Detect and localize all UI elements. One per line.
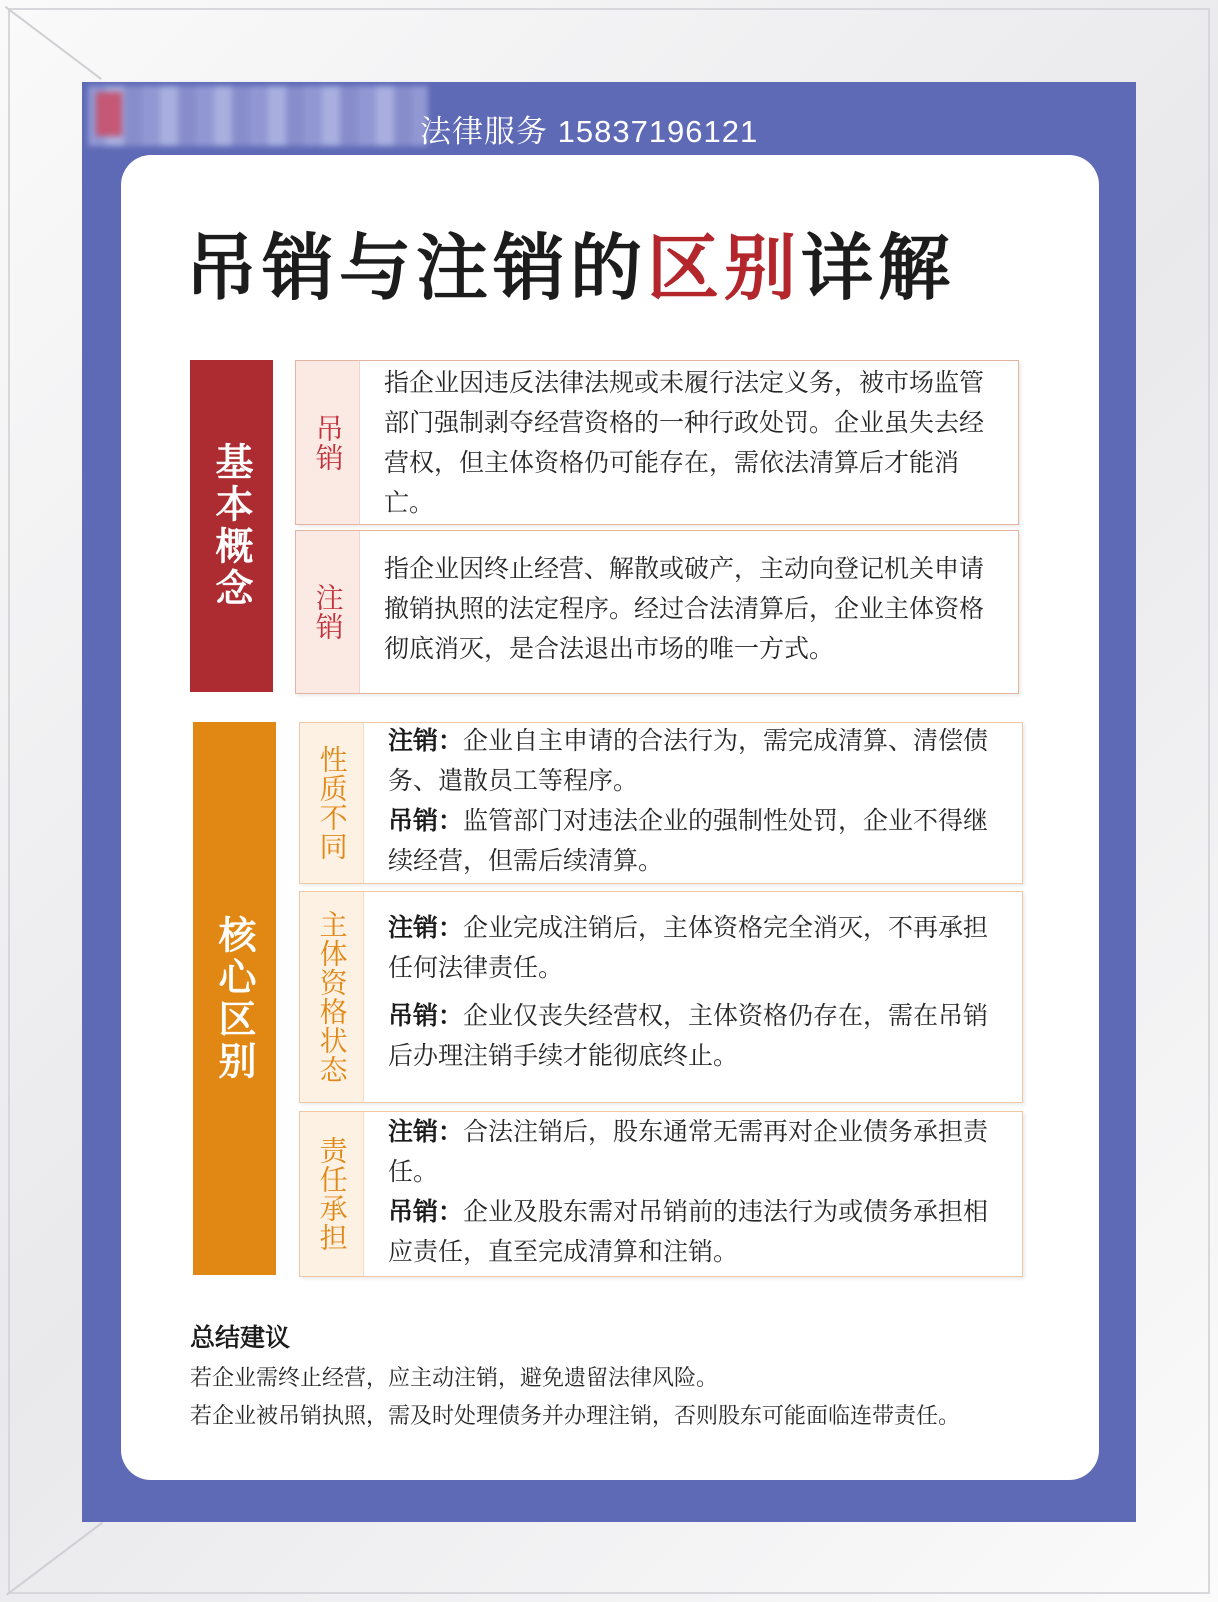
cancel-text: 合法注销后，股东通常无需再对企业债务承担责任。 bbox=[388, 1117, 989, 1186]
row-text: 指企业因终止经营、解散或破产，主动向登记机关申请撤销执照的法定程序。经过合法清算后，企业主体资格彻底消灭，是合法退出市场的唯一方式。 bbox=[384, 554, 985, 663]
page-title bbox=[185, 210, 1085, 314]
row-label: 责任承担 bbox=[315, 1136, 349, 1252]
concept-row-cancel bbox=[295, 530, 1019, 694]
row-label: 性质不同 bbox=[315, 745, 349, 861]
row-text bbox=[388, 1112, 1004, 1272]
row-text: 指企业因违反法律法规或未履行法定义务，被市场监管部门强制剥夺经营资格的一种行政处罚。企业虽失去经营权，但主体资格仍可能存在，需依法清算后才能消亡。 bbox=[384, 368, 985, 517]
revoke-key: 吊销： bbox=[388, 806, 464, 835]
section-label-concept: 基本概念 bbox=[190, 360, 273, 692]
row-label: 吊销 bbox=[311, 413, 345, 472]
row-label-box bbox=[296, 531, 360, 693]
row-label: 主体资格状态 bbox=[315, 910, 349, 1084]
row-label-box bbox=[300, 723, 364, 883]
revoke-text: 监管部门对违法企业的强制性处罚，企业不得继续经营，但需后续清算。 bbox=[388, 806, 989, 875]
blurred-logo bbox=[88, 86, 428, 146]
row-label-box bbox=[300, 892, 364, 1102]
concept-row-revoke bbox=[295, 360, 1019, 525]
summary-line: 若企业需终止经营，应主动注销，避免遗留法律风险。 bbox=[190, 1366, 719, 1391]
cancel-key: 注销： bbox=[388, 1117, 464, 1146]
cancel-text: 企业自主申请的合法行为，需完成清算、清偿债务、遣散员工等程序。 bbox=[388, 726, 989, 795]
row-label: 注销 bbox=[311, 583, 345, 641]
section-label-difference: 核心区别 bbox=[193, 722, 276, 1275]
diff-row-liability bbox=[299, 1111, 1023, 1277]
diff-row-nature bbox=[299, 722, 1023, 884]
revoke-text: 企业仅丧失经营权，主体资格仍存在，需在吊销后办理注销手续才能彻底终止。 bbox=[388, 1001, 989, 1070]
legal-service-phone: 法律服务 15837196121 bbox=[420, 114, 759, 149]
summary-block bbox=[190, 1318, 1070, 1436]
title-part2: 详解 bbox=[801, 226, 956, 310]
cancel-text: 企业完成注销后，主体资格完全消灭，不再承担任何法律责任。 bbox=[388, 913, 989, 982]
summary-line: 若企业被吊销执照，需及时处理债务并办理注销，否则股东可能面临连带责任。 bbox=[190, 1404, 961, 1429]
revoke-key: 吊销： bbox=[388, 1001, 464, 1030]
summary-heading: 总结建议 bbox=[190, 1323, 291, 1352]
revoke-key: 吊销： bbox=[388, 1197, 464, 1226]
row-label-box bbox=[296, 361, 360, 524]
title-highlight: 区别 bbox=[647, 226, 802, 310]
row-text bbox=[388, 721, 1004, 881]
row-text bbox=[388, 908, 1004, 1076]
diff-row-entity-status bbox=[299, 891, 1023, 1103]
title-part1: 吊销与注销的 bbox=[185, 226, 648, 310]
cancel-key: 注销： bbox=[388, 726, 464, 755]
row-label-box bbox=[300, 1112, 364, 1276]
cancel-key: 注销： bbox=[388, 913, 464, 942]
revoke-text: 企业及股东需对吊销前的违法行为或债务承担相应责任，直至完成清算和注销。 bbox=[388, 1197, 989, 1266]
